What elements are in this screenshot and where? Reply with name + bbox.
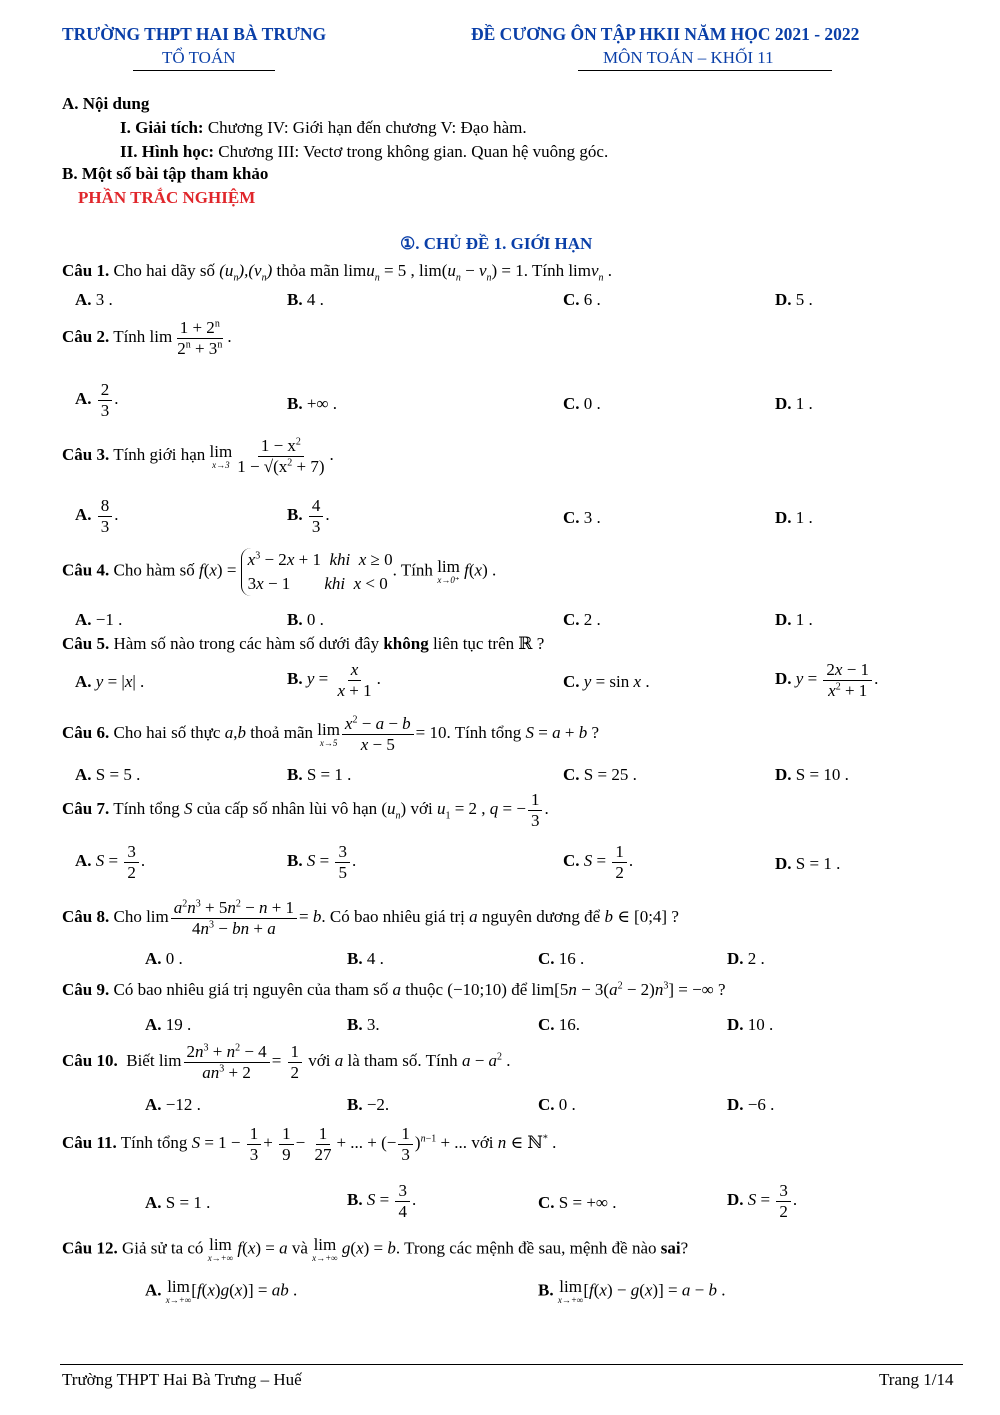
q8-option-b: B. 4 .	[347, 949, 384, 968]
q6-option-c: C. S = 25 .	[563, 765, 637, 784]
q7-option-c: C. S = $\frac{1}{2}$ .	[563, 842, 634, 882]
q3-option-d: D. 1 .	[775, 508, 813, 527]
multiple-choice-heading: PHẦN TRẮC NGHIỆM	[78, 188, 256, 207]
q1-option-a: A. 3 .	[75, 290, 113, 309]
q3-option-c: C. 3 .	[563, 508, 601, 527]
topic-heading: ①. CHỦ ĐỀ 1. GIỚI HẠN	[400, 234, 593, 253]
section-a-title: A. Nội dung	[62, 94, 150, 113]
q11-option-d: D. S = $\frac{3}{2}$ .	[727, 1181, 798, 1221]
q4-option-b: B. 0 .	[287, 610, 324, 629]
footer-school: Trường THPT Hai Bà Trưng – Huế	[62, 1370, 302, 1389]
question-10: Câu 10. Biết lim $\frac{2n^3 + n^2 - 4}{an^3 + 2}$ = $\frac{1}{2}$ với a là tham số. Tính $a - a^2$ .	[62, 1042, 511, 1082]
q8-option-d: D. 2 .	[727, 949, 765, 968]
school-name: TRƯỜNG THPT HAI BÀ TRƯNG	[62, 24, 327, 44]
q12-option-b: B. lim x→+∞ [f(x) − g(x)] = a − b .	[538, 1277, 726, 1305]
q1-option-c: C. 6 .	[563, 290, 601, 309]
header-rule-right	[578, 70, 832, 71]
q10-option-b: B. −2.	[347, 1095, 390, 1114]
q2-option-d: D. 1 .	[775, 394, 813, 413]
q2-option-b: B. +∞ .	[287, 394, 338, 413]
question-4: Câu 4. Cho hàm số $f(x) = x^3 - 2x + 1$ khi x ≥ 0 3x − 1 khi x < 0. Tính lim x→0⁺ f(x) .	[62, 548, 496, 596]
q2-option-a: A. $\frac{2}{3}$ .	[75, 380, 119, 420]
q5-option-d: D. y = $\frac{2x - 1}{x^2 + 1}$ .	[775, 660, 879, 700]
q4-option-d: D. 1 .	[775, 610, 813, 629]
section-a-line2: II. Hình học: Chương III: Vectơ trong không gian. Quan hệ vuông góc.	[120, 142, 609, 161]
q12-option-a: A. lim x→+∞ [f(x)g(x)] = ab .	[145, 1277, 298, 1305]
q7-option-a: A. S = $\frac{3}{2}$ .	[75, 842, 146, 882]
page-number: Trang 1/14	[879, 1370, 954, 1389]
q8-option-c: C. 16 .	[538, 949, 585, 968]
footer-rule	[60, 1364, 963, 1365]
q6-option-a: A. S = 5 .	[75, 765, 141, 784]
section-a-line1: I. Giải tích: Chương IV: Giới hạn đến chương V: Đạo hàm.	[120, 118, 527, 137]
q11-option-a: A. S = 1 .	[145, 1193, 211, 1212]
q5-option-a: A. y = |x| .	[75, 672, 145, 691]
q8-option-a: A. 0 .	[145, 949, 183, 968]
q7-option-b: B. S = $\frac{3}{5}$ .	[287, 842, 357, 882]
q9-option-c: C. 16.	[538, 1015, 581, 1034]
header-rule-left	[133, 70, 275, 71]
question-1: Câu 1. Cho hai dãy số $(u_n),(v_n)$ thỏa mãn limu$_n$ = 5 , $\lim(u_n - v_n) = 1$. Tính limv$_n$ .	[62, 261, 613, 284]
subject-grade: MÔN TOÁN – KHỐI 11	[603, 48, 774, 67]
q10-option-c: C. 0 .	[538, 1095, 576, 1114]
q10-option-a: A. −12 .	[145, 1095, 201, 1114]
document-title: ĐỀ CƯƠNG ÔN TẬP HKII NĂM HỌC 2021 - 2022	[471, 24, 860, 44]
question-7: Câu 7. Tính tổng S của cấp số nhân lùi vô hạn $(u_n)$ với $u_1 = 2$ , q = − $\frac{1}{3}$ .	[62, 790, 549, 830]
q9-option-b: B. 3.	[347, 1015, 380, 1034]
q4-option-a: A. −1 .	[75, 610, 123, 629]
q11-option-b: B. S = $\frac{3}{4}$ .	[347, 1181, 417, 1221]
q5-option-c: C. y = sin x .	[563, 672, 650, 691]
q9-option-d: D. 10 .	[727, 1015, 774, 1034]
q1-option-b: B. 4 .	[287, 290, 324, 309]
question-12: Câu 12. Giả sử ta có lim x→+∞ f(x) = a và lim x→+∞ g(x) = b. Trong các mệnh đề sau, mệnh đề nào sai?	[62, 1235, 689, 1263]
q1-option-d: D. 5 .	[775, 290, 813, 309]
section-b-title: B. Một số bài tập tham khảo	[62, 164, 269, 183]
question-3: Câu 3. Tính giới hạn lim x→3 $\frac{1 - x^2}{1 - √(x^2 + 7)}$ .	[62, 436, 334, 476]
question-6: Câu 6. Cho hai số thực a,b thoả mãn lim x→5 $\frac{x^2 - a - b}{x - 5}$ = 10. Tính tổng S = a + b ?	[62, 714, 600, 754]
question-5: Câu 5. Hàm số nào trong các hàm số dưới đây không liên tục trên ℝ ?	[62, 634, 545, 653]
question-8: Câu 8. Cho lim $\frac{a^2n^3 + 5n^2 - n + 1}{4n^3 - bn + a}$ = b. Có bao nhiêu giá trị a nguyên dương để b ∈ [0;4] ?	[62, 898, 679, 938]
q3-option-a: A. $\frac{8}{3}$ .	[75, 496, 119, 536]
q2-option-c: C. 0 .	[563, 394, 601, 413]
q7-option-d: D. S = 1 .	[775, 854, 841, 873]
q11-option-c: C. S = +∞ .	[538, 1193, 617, 1212]
question-9: Câu 9. Có bao nhiêu giá trị nguyên của tham số a thuộc (−10;10) để $\lim[5n - 3(a^2 - 2)n^3]$ = −∞ ?	[62, 980, 726, 999]
question-2: Câu 2. Tính lim $\frac{1 + 2^n}{2^n + 3^n}$ .	[62, 318, 232, 358]
q10-option-d: D. −6 .	[727, 1095, 775, 1114]
q9-option-a: A. 19 .	[145, 1015, 192, 1034]
department: TỔ TOÁN	[162, 48, 236, 67]
question-11: Câu 11. Tính tổng S = 1 − $\frac{1}{3}$ + $\frac{1}{9}$ − $\frac{1}{27}$ + ... + (− $\frac{1}{3}$ )$^{n-1}$ + ... với n ∈ ℕ* .	[62, 1124, 557, 1164]
q3-option-b: B. $\frac{4}{3}$ .	[287, 496, 330, 536]
q5-option-b: B. y = $\frac{x}{x + 1}$ .	[287, 660, 381, 700]
q4-option-c: C. 2 .	[563, 610, 601, 629]
q6-option-b: B. S = 1 .	[287, 765, 352, 784]
q6-option-d: D. S = 10 .	[775, 765, 849, 784]
